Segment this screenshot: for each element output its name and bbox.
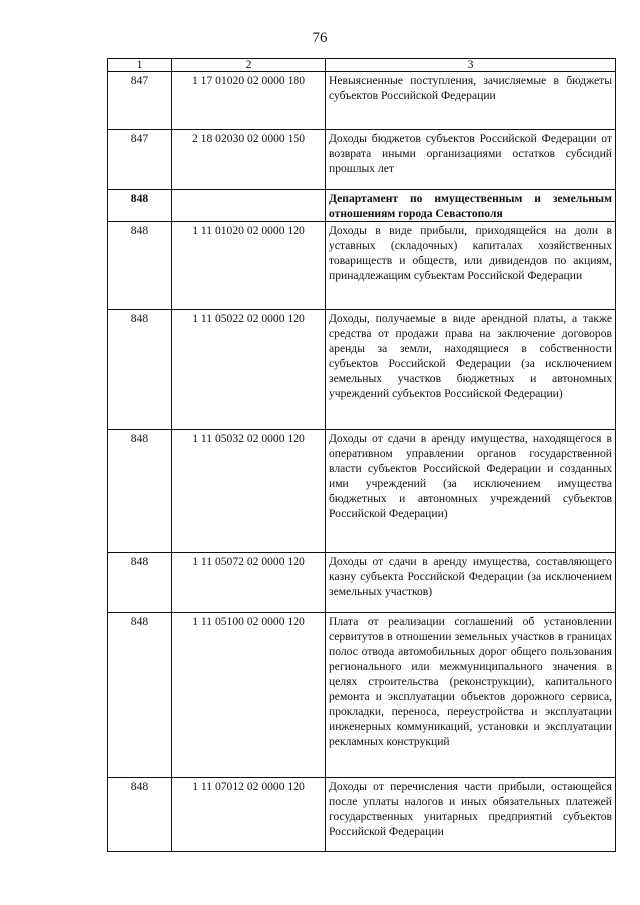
revenue-codes-table [107,58,616,852]
revenue-name-cell: Доходы в виде прибыли, приходящейся на доли в уставных (складочных) капиталах хозяйственных товариществ и обществ, или дивидендов по акциям, принадлежащим субъектам Российской Федерации [326,222,616,310]
revenue-name-cell: Невыясненные поступления, зачисляемые в бюджеты субъектов Российской Федерации [326,72,616,130]
table-header-row [108,59,616,72]
revenue-name-cell: Доходы, получаемые в виде арендной платы, а также средства от продажи права на заключение договоров аренды за земли, находящиеся в собственности субъектов Российской Федерации (за исключением земельных участков бюджетных и автономных учреждений субъектов Российской Федерации) [326,310,616,430]
header-col-3: 3 [326,59,616,72]
header-col-1: 1 [108,59,172,72]
budget-code-cell: 1 17 01020 02 0000 180 [172,72,326,130]
admin-code-cell: 847 [108,72,172,130]
revenue-name-cell: Доходы от сдачи в аренду имущества, составляющего казну субъекта Российской Федерации (за исключением земельных участков) [326,553,616,613]
revenue-name-cell: Доходы от перечисления части прибыли, остающейся после уплаты налогов и иных обязательных платежей государственных унитарных предприятий субъектов Российской Федерации [326,778,616,852]
table-row [108,190,616,222]
table-row [108,553,616,613]
revenue-name-cell: Доходы бюджетов субъектов Российской Федерации от возврата иными организациями остатков субсидий прошлых лет [326,130,616,190]
table-row [108,310,616,430]
budget-code-cell: 1 11 05032 02 0000 120 [172,430,326,553]
admin-code-cell: 848 [108,310,172,430]
admin-code-cell: 848 [108,222,172,310]
admin-code-cell: 848 [108,190,172,222]
budget-code-cell: 1 11 05072 02 0000 120 [172,553,326,613]
admin-code-cell: 848 [108,778,172,852]
table-row [108,72,616,130]
budget-code-cell: 1 11 05100 02 0000 120 [172,613,326,778]
budget-code-cell [172,190,326,222]
admin-code-cell: 847 [108,130,172,190]
page-number: 76 [312,30,328,46]
admin-code-cell: 848 [108,613,172,778]
department-name-cell: Департамент по имущественным и земельным отношениям города Севастополя [326,190,616,222]
header-col-2: 2 [172,59,326,72]
budget-code-cell: 1 11 05022 02 0000 120 [172,310,326,430]
revenue-name-cell: Доходы от сдачи в аренду имущества, находящегося в оперативном управлении органов государственной власти субъектов Российской Федерации и созданных ими учреждений (за исключением имущества бюджетных и автономных учреждений субъектов Российской Федерации) [326,430,616,553]
revenue-name-cell: Плата от реализации соглашений об установлении сервитутов в отношении земельных участков в границах полос отвода автомобильных дорог общего пользования регионального или межмуниципального значения в целях строительства (реконструкции), капитального ремонта и эксплуатации объектов дорожного сервиса, прокладки, переноса, переустройства и эксплуатации инженерных коммуникаций, установки и эксплуатации рекламных конструкций [326,613,616,778]
table-row [108,613,616,778]
table-row [108,778,616,852]
budget-code-cell: 1 11 07012 02 0000 120 [172,778,326,852]
table-row [108,130,616,190]
admin-code-cell: 848 [108,430,172,553]
budget-code-cell: 2 18 02030 02 0000 150 [172,130,326,190]
admin-code-cell: 848 [108,553,172,613]
budget-code-cell: 1 11 01020 02 0000 120 [172,222,326,310]
table-row [108,430,616,553]
table-row [108,222,616,310]
